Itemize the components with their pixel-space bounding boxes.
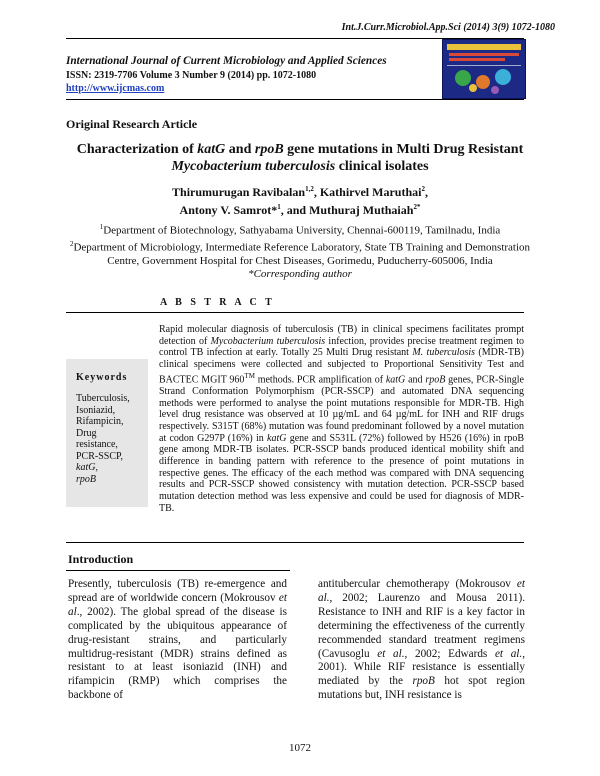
keywords-list xyxy=(76,393,148,485)
abstract-rule-top xyxy=(66,312,524,313)
author-name: Kathirvel Maruthai xyxy=(319,185,422,199)
keyword: katG, xyxy=(76,462,98,473)
keywords-title: Keywords xyxy=(76,372,128,383)
author-name: Antony V. Samrot* xyxy=(179,203,278,217)
journal-title: International Journal of Current Microbiology and Applied Sciences xyxy=(66,55,387,67)
abstract-body: Rapid molecular diagnosis of tuberculosis (TB) in clinical specimens facilitates prompt detection of Mycobacterium tuberculosis infection, provides precise treatment regimen to control TB infection at early. Totally 25 Multi Drug resistant M. tuberculosis (MDR-TB) clinical specimens were collected and subjected to Proportional Sensitivity Test and BACTEC MGIT 960™ methods. PCR amplification of katG and rpoB genes, PCR-Single Strand Conformation Polymorphism (PCR-SSCP) and automated DNA sequencing methods were performed to analyse the point mutations responsible for MDR-TB. High level drug resistance was observed at 10 µg/mL and 64 µg/mL for INH and RIF drugs respectively. S315T (68%) mutation was found predominant followed by a novel mutation at codon G297P (16%) in katG gene and S531L (72%) followed by H526 (16%) in rpoB gene among MDR-TB isolates. PCR-SSCP bands produced identical mobility shift and difference in banding pattern with reference to the presence of point mutations in respective genes. The efficacy of the each method was compared with DNA sequencing results and PCR-SSCP showed consistency with mutation detection. PCR-SSCP based mutation detection method was less expensive and could be used for diagnosis of MDR-TB. xyxy=(159,324,524,514)
corresponding-author-note: *Corresponding author xyxy=(248,267,352,280)
introduction-rule xyxy=(66,570,290,571)
article-type: Original Research Article xyxy=(66,117,198,131)
paper-title: Characterization of katG and rpoB gene mutations in Multi Drug Resistant Mycobacterium tuberculosis clinical isolates xyxy=(76,142,524,174)
author-list: Thirumurugan Ravibalan$^{1,2}$, Kathirvel Maruthai$^2$, Antony V. Samrot*$^1$, and Muthuraj Muthaiah$^{2*}$ xyxy=(172,185,428,217)
keyword: Drug xyxy=(76,427,97,439)
header-rule-bottom xyxy=(66,99,524,100)
journal-logo-icon xyxy=(442,39,526,99)
affiliation-2: $^2$Department of Microbiology, Intermediate Reference Laboratory, State TB Training and Demonstration Centre, Government Hospital for Chest Diseases, Gorimedu, Puducherry-605006, India xyxy=(69,239,531,267)
keyword: Rifampicin, xyxy=(76,416,124,427)
abstract-rule-bottom xyxy=(66,542,524,543)
keyword: Tuberculosis, xyxy=(76,393,130,404)
issn-line: ISSN: 2319-7706 Volume 3 Number 9 (2014) pp. 1072-1080 xyxy=(66,70,317,81)
abstract-heading: A B S T R A C T xyxy=(160,297,275,308)
affiliations xyxy=(60,221,540,281)
running-head: Int.J.Curr.Microbiol.App.Sci (2014) 3(9) 1072-1080 xyxy=(341,22,555,33)
page-number: 1072 xyxy=(289,742,311,754)
keyword: Isoniazid, xyxy=(76,404,116,416)
introduction-column-right: antitubercular chemotherapy (Mokrousov et al., 2002; Laurenzo and Mousa 2011). Resistance to INH and RIF is a key factor in determining the effectiveness of the currently recommended standard treatment regimens (Cavusoglu et al., 2002; Edwards et al., 2001). While RIF resistance is essentially mediated by the rpoB hot spot region mutations but, INH resistance is xyxy=(318,578,526,702)
author-name: Thirumurugan Ravibalan xyxy=(172,185,306,199)
keyword: resistance, xyxy=(76,439,118,450)
journal-url-link[interactable]: http://www.ijcmas.com xyxy=(66,83,165,94)
affiliation-1: $^1$Department of Biotechnology, Sathyabama University, Chennai-600119, Tamilnadu, India xyxy=(99,223,501,237)
introduction-column-left: Presently, tuberculosis (TB) re-emergence and spread are of worldwide concern (Mokrousov et al., 2002). The global spread of the disease is complicated by the ubiquitous appearance of drug-resistant strains, and particularly multidrug-resistant (MDR) strains defined as resistant to at least isoniazid (INH) and rifampicin (RMP) which comprises the backbone of xyxy=(68,578,287,702)
keyword: PCR-SSCP, xyxy=(76,450,123,462)
keyword: rpoB xyxy=(76,473,96,485)
introduction-heading: Introduction xyxy=(68,552,134,566)
author-name: Muthuraj Muthaiah xyxy=(309,203,414,217)
